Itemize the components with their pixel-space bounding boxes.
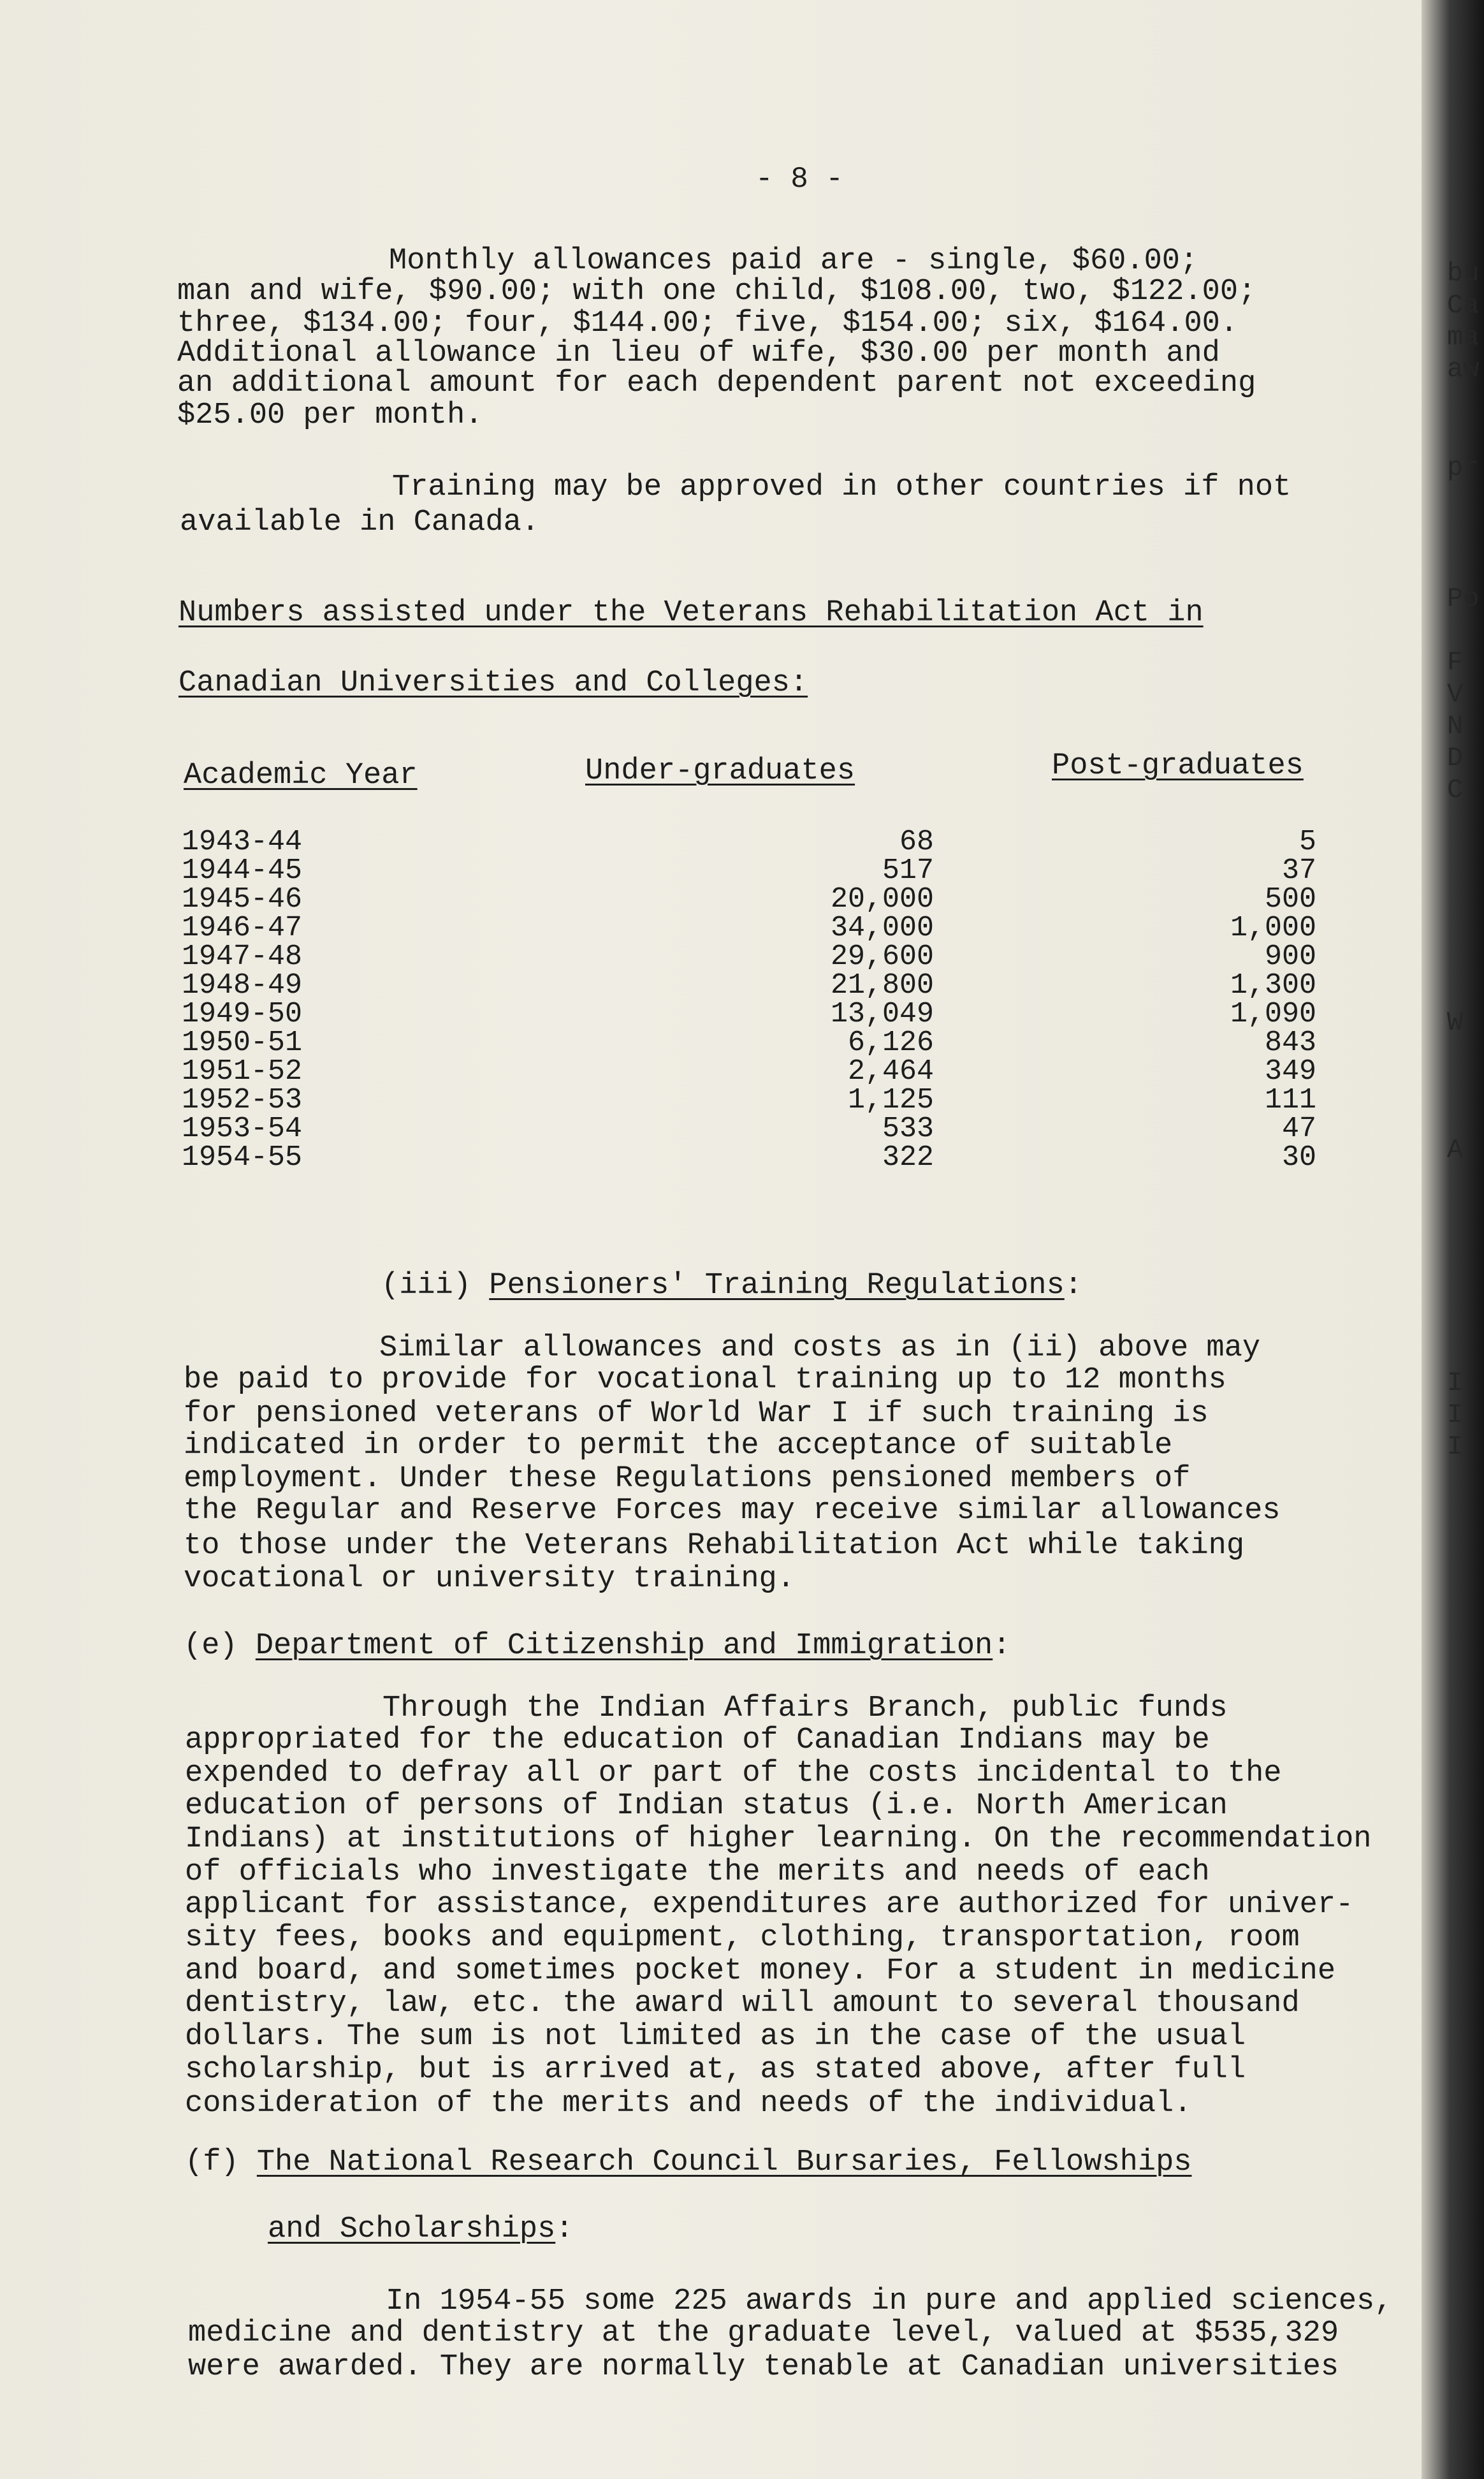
cell-undergraduates: 13,049 (830, 998, 934, 1030)
table-row (182, 940, 1329, 973)
edge-fragment: V (1447, 679, 1464, 710)
table-row (182, 969, 1329, 1002)
text-line: vocational or university training. (184, 1562, 795, 1596)
edge-fragment: W (1447, 1007, 1464, 1038)
text-line: scholarship, but is arrived at, as stated above, after full (185, 2053, 1246, 2087)
section-title-colon: : (555, 2212, 574, 2246)
section-title: Department of Citizenship and Immigration (255, 1629, 993, 1663)
section-number: (f) (185, 2146, 239, 2179)
table-row (182, 854, 1329, 887)
cell-postgraduates: 1,300 (1230, 969, 1316, 1002)
edge-fragment: bu (1447, 258, 1480, 289)
cell-postgraduates: 843 (1264, 1027, 1316, 1059)
cell-year: 1954-55 (182, 1141, 303, 1174)
cell-postgraduates: 111 (1264, 1084, 1316, 1116)
cell-postgraduates: 30 (1281, 1141, 1316, 1174)
text-line: applicant for assistance, expenditures are authorized for univer- (185, 1888, 1354, 1922)
text-line: $25.00 per month. (177, 399, 483, 432)
column-header-undergraduates: Under-graduates (585, 754, 855, 788)
text-line: medicine and dentistry at the graduate level, valued at $535,329 (188, 2316, 1339, 2350)
edge-fragment: aw (1447, 354, 1480, 384)
heading-line: Numbers assisted under the Veterans Rehabilitation Act in (178, 596, 1204, 630)
table-row (182, 1084, 1329, 1116)
cell-undergraduates: 517 (882, 854, 934, 887)
cell-year: 1943-44 (182, 826, 303, 858)
table-row (182, 1027, 1329, 1059)
text-line: expended to defray all or part of the costs incidental to the (185, 1757, 1282, 1790)
text-line: be paid to provide for vocational training up to 12 months (184, 1363, 1226, 1397)
edge-fragment: I (1447, 1368, 1464, 1398)
cell-postgraduates: 349 (1264, 1055, 1316, 1088)
text-line: consideration of the merits and needs of the individual. (185, 2087, 1192, 2121)
text-line: Indians) at institutions of higher learning. On the recommendation (185, 1822, 1372, 1856)
cell-undergraduates: 322 (882, 1141, 934, 1174)
section-title-colon: : (993, 1629, 1011, 1663)
edge-fragment: I (1447, 1431, 1464, 1462)
edge-fragment: A (1447, 1135, 1464, 1166)
cell-year: 1951-52 (182, 1055, 303, 1088)
cell-postgraduates: 1,090 (1230, 998, 1316, 1030)
section-heading (381, 1269, 1082, 1303)
cell-year: 1947-48 (182, 940, 303, 973)
cell-undergraduates: 29,600 (830, 940, 934, 973)
edge-fragment: Ca (1447, 290, 1480, 321)
text-line: indicated in order to permit the acceptance of suitable (184, 1429, 1173, 1463)
table-row (182, 998, 1329, 1030)
text-line: Training may be approved in other countries if not (392, 471, 1291, 504)
section-title: The National Research Council Bursaries, Fellowships (256, 2146, 1192, 2179)
edge-fragment: I (1447, 1400, 1464, 1430)
text-line: available in Canada. (180, 506, 540, 539)
column-header-postgraduates: Post-graduates (1052, 749, 1304, 783)
table-row (182, 883, 1329, 916)
text-line: man and wife, $90.00; with one child, $108.00, two, $122.00; (177, 275, 1256, 309)
cell-year: 1946-47 (182, 912, 303, 944)
text-line: In 1954-55 some 225 awards in pure and applied sciences, (386, 2285, 1393, 2318)
text-line: dollars. The sum is not limited as in the case of the usual (185, 2020, 1246, 2054)
text-line: dentistry, law, etc. the award will amount to several thousand (185, 1987, 1300, 2021)
edge-fragment: Po (1447, 583, 1480, 614)
text-line: appropriated for the education of Canadian Indians may be (185, 1723, 1210, 1757)
cell-postgraduates: 900 (1264, 940, 1316, 973)
cell-undergraduates: 20,000 (830, 883, 934, 916)
section-number: (iii) (381, 1269, 472, 1303)
section-title-colon: : (1064, 1269, 1083, 1303)
text-line: an additional amount for each dependent parent not exceeding (177, 367, 1256, 400)
text-line: and board, and sometimes pocket money. For a student in medicine (185, 1954, 1336, 1988)
section-heading-continued (268, 2212, 574, 2246)
page-number: - 8 - (755, 163, 844, 196)
cell-year: 1949-50 (182, 998, 303, 1030)
section-title: and Scholarships (268, 2212, 556, 2246)
edge-fragment: ma (1447, 322, 1480, 353)
heading-line: Canadian Universities and Colleges: (178, 666, 808, 700)
table-row (182, 1113, 1329, 1145)
column-header-academic-year: Academic Year (184, 759, 418, 793)
table-row (182, 826, 1329, 858)
text-line: Similar allowances and costs as in (ii) above may (379, 1331, 1261, 1365)
cell-year: 1952-53 (182, 1084, 303, 1116)
cell-year: 1945-46 (182, 883, 303, 916)
table-row (182, 1141, 1329, 1174)
text-line: the Regular and Reserve Forces may receive similar allowances (184, 1494, 1281, 1528)
text-line: of officials who investigate the merits and needs of each (185, 1855, 1210, 1889)
cell-undergraduates: 2,464 (847, 1055, 934, 1088)
cell-undergraduates: 6,126 (847, 1027, 934, 1059)
cell-postgraduates: 37 (1281, 854, 1316, 887)
text-line: to those under the Veterans Rehabilitation Act while taking (184, 1529, 1245, 1563)
cell-year: 1950-51 (182, 1027, 303, 1059)
section-number: (e) (184, 1629, 238, 1663)
cell-undergraduates: 533 (882, 1113, 934, 1145)
cell-year: 1953-54 (182, 1113, 303, 1145)
section-heading (185, 2146, 1191, 2179)
edge-fragment: F (1447, 647, 1464, 678)
text-line: three, $134.00; four, $144.00; five, $154.00; six, $164.00. (177, 307, 1239, 340)
table-row (182, 912, 1329, 944)
text-line: Monthly allowances paid are - single, $60.00; (389, 244, 1198, 278)
text-line: sity fees, books and equipment, clothing, transportation, room (185, 1921, 1300, 1955)
edge-fragment: C (1447, 775, 1464, 805)
cell-undergraduates: 68 (899, 826, 934, 858)
cell-year: 1944-45 (182, 854, 303, 887)
text-line: for pensioned veterans of World War I if such training is (184, 1397, 1209, 1431)
cell-undergraduates: 21,800 (830, 969, 934, 1002)
edge-fragment: N (1447, 711, 1464, 742)
cell-postgraduates: 5 (1298, 826, 1316, 858)
cell-year: 1948-49 (182, 969, 303, 1002)
edge-fragment: pr (1447, 453, 1480, 483)
cell-postgraduates: 47 (1281, 1113, 1316, 1145)
cell-postgraduates: 1,000 (1230, 912, 1316, 944)
text-line: Through the Indian Affairs Branch, public funds (382, 1692, 1228, 1725)
edge-fragment: D (1447, 743, 1464, 773)
text-line: Additional allowance in lieu of wife, $30.00 per month and (177, 337, 1220, 370)
text-line: employment. Under these Regulations pensioned members of (184, 1462, 1191, 1496)
text-line: education of persons of Indian status (i.e. North American (185, 1789, 1228, 1823)
text-line: were awarded. They are normally tenable at Canadian universities (188, 2350, 1339, 2384)
cell-postgraduates: 500 (1264, 883, 1316, 916)
section-heading (184, 1629, 1010, 1663)
section-title: Pensioners' Training Regulations (489, 1269, 1065, 1303)
cell-undergraduates: 34,000 (830, 912, 934, 944)
table-row (182, 1055, 1329, 1088)
cell-undergraduates: 1,125 (847, 1084, 934, 1116)
